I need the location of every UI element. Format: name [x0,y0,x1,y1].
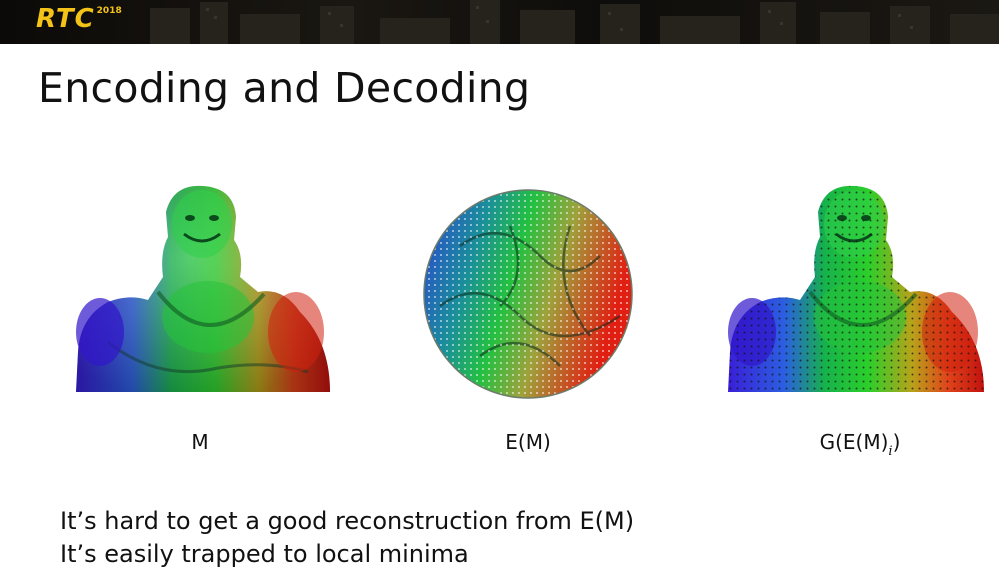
buddha-mesh-icon [68,182,336,400]
slide-title: Encoding and Decoding [38,64,531,112]
header-banner [0,0,999,44]
logo-year: 2018 [96,6,122,16]
note-line-2: It’s easily trapped to local minima [60,540,469,568]
caption-gem-main: G(E(M) [819,430,889,454]
caption-gem [800,430,920,459]
city-skyline-background [0,0,999,44]
disk-parameterization-icon [420,186,636,402]
slide-notes [60,505,634,571]
logo-text: RTC [36,4,95,34]
note-line-1: It’s hard to get a good reconstruction from E(M) [60,507,635,535]
buddha-reconstruction-icon [720,182,990,400]
caption-em: E(M) [505,430,551,454]
rtc-logo [36,4,122,36]
caption-gem-end: ) [892,430,901,454]
caption-gem-subscript: i [888,444,893,459]
caption-m: M [191,430,209,454]
